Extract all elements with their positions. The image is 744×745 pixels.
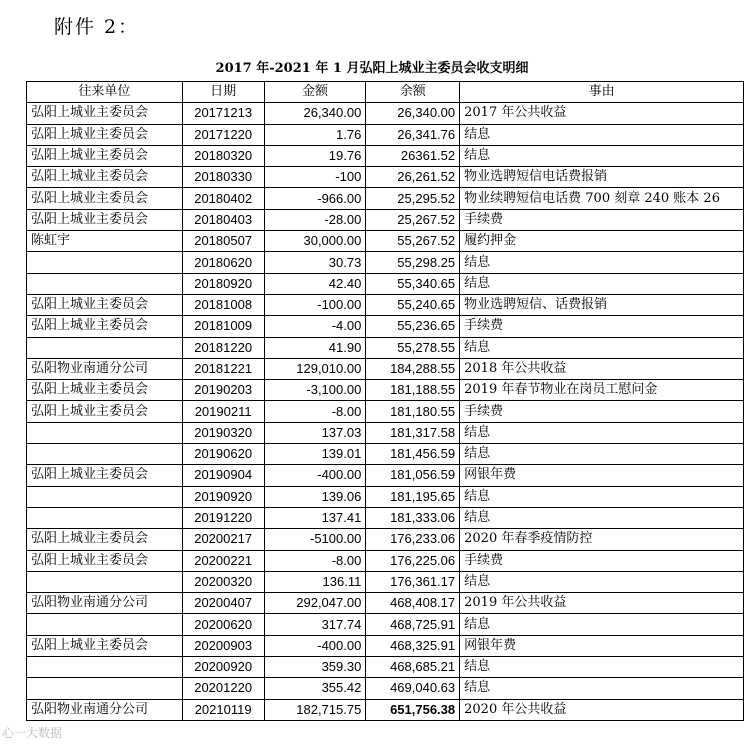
cell-note: 2020 年春季疫情防控 [460, 529, 744, 550]
cell-amount: 137.41 [264, 507, 366, 528]
cell-note: 结息 [460, 657, 744, 678]
table-row [27, 380, 744, 401]
ledger-table [26, 81, 744, 721]
cell-balance: 26,341.76 [366, 124, 460, 145]
cell-balance: 181,056.59 [366, 465, 460, 486]
table-row [27, 422, 744, 443]
cell-amount: 129,010.00 [264, 358, 366, 379]
cell-balance: 651,756.38 [366, 699, 460, 720]
cell-date: 20181009 [182, 316, 264, 337]
table-row [27, 209, 744, 230]
cell-balance: 55,340.65 [366, 273, 460, 294]
cell-date: 20180507 [182, 231, 264, 252]
table-row [27, 486, 744, 507]
cell-unit: 弘阳物业南通分公司 [27, 699, 183, 720]
cell-date: 20180620 [182, 252, 264, 273]
cell-unit [27, 614, 183, 635]
cell-amount: 139.06 [264, 486, 366, 507]
cell-balance: 176,233.06 [366, 529, 460, 550]
cell-date: 20180330 [182, 167, 264, 188]
cell-note: 2020 年公共收益 [460, 699, 744, 720]
cell-date: 20201220 [182, 678, 264, 699]
cell-date: 20190211 [182, 401, 264, 422]
cell-date: 20200407 [182, 593, 264, 614]
header-note: 事由 [460, 82, 744, 103]
cell-date: 20180402 [182, 188, 264, 209]
cell-amount: -4.00 [264, 316, 366, 337]
cell-unit: 弘阳上城业主委员会 [27, 316, 183, 337]
cell-amount: -8.00 [264, 401, 366, 422]
cell-note: 2017 年公共收益 [460, 103, 744, 124]
cell-date: 20200217 [182, 529, 264, 550]
cell-unit: 弘阳上城业主委员会 [27, 550, 183, 571]
cell-amount: -100.00 [264, 294, 366, 315]
cell-amount: 355.42 [264, 678, 366, 699]
cell-unit: 弘阳上城业主委员会 [27, 188, 183, 209]
cell-date: 20171220 [182, 124, 264, 145]
cell-date: 20200320 [182, 571, 264, 592]
cell-note: 手续费 [460, 316, 744, 337]
cell-date: 20210119 [182, 699, 264, 720]
cell-balance: 55,240.65 [366, 294, 460, 315]
cell-note: 结息 [460, 614, 744, 635]
cell-balance: 181,333.06 [366, 507, 460, 528]
table-row [27, 103, 744, 124]
header-row [27, 82, 744, 103]
cell-balance: 25,295.52 [366, 188, 460, 209]
cell-amount: 26,340.00 [264, 103, 366, 124]
cell-date: 20190620 [182, 444, 264, 465]
table-row [27, 337, 744, 358]
cell-amount: -100 [264, 167, 366, 188]
cell-date: 20181008 [182, 294, 264, 315]
cell-unit: 弘阳物业南通分公司 [27, 593, 183, 614]
cell-date: 20191220 [182, 507, 264, 528]
cell-date: 20180320 [182, 145, 264, 166]
cell-balance: 26,261.52 [366, 167, 460, 188]
cell-note: 物业选聘短信电话费报销 [460, 167, 744, 188]
table-row [27, 529, 744, 550]
cell-note: 网银年费 [460, 465, 744, 486]
cell-note: 履约押金 [460, 231, 744, 252]
table-row [27, 124, 744, 145]
cell-balance: 55,298.25 [366, 252, 460, 273]
cell-note: 结息 [460, 422, 744, 443]
cell-unit [27, 444, 183, 465]
cell-note: 2018 年公共收益 [460, 358, 744, 379]
cell-unit: 弘阳上城业主委员会 [27, 529, 183, 550]
cell-unit: 弘阳物业南通分公司 [27, 358, 183, 379]
cell-balance: 468,725.91 [366, 614, 460, 635]
table-row [27, 614, 744, 635]
table-row [27, 507, 744, 528]
cell-amount: 30.73 [264, 252, 366, 273]
cell-date: 20200221 [182, 550, 264, 571]
cell-unit [27, 422, 183, 443]
table-row [27, 444, 744, 465]
cell-note: 结息 [460, 145, 744, 166]
table-row [27, 699, 744, 720]
cell-balance: 181,317.58 [366, 422, 460, 443]
cell-amount: 136.11 [264, 571, 366, 592]
table-row [27, 635, 744, 656]
cell-note: 结息 [460, 252, 744, 273]
cell-balance: 55,236.65 [366, 316, 460, 337]
header-unit: 往来单位 [27, 82, 183, 103]
table-row [27, 358, 744, 379]
cell-date: 20200903 [182, 635, 264, 656]
cell-date: 20190203 [182, 380, 264, 401]
watermark: 心一大数据 [2, 726, 63, 740]
cell-note: 手续费 [460, 401, 744, 422]
table-row [27, 593, 744, 614]
cell-unit: 弘阳上城业主委员会 [27, 380, 183, 401]
cell-amount: 359.30 [264, 657, 366, 678]
table-row [27, 550, 744, 571]
cell-note: 2019 年春节物业在岗员工慰问金 [460, 380, 744, 401]
cell-balance: 26361.52 [366, 145, 460, 166]
cell-date: 20180403 [182, 209, 264, 230]
cell-date: 20171213 [182, 103, 264, 124]
cell-note: 结息 [460, 337, 744, 358]
cell-balance: 176,361.17 [366, 571, 460, 592]
cell-unit [27, 678, 183, 699]
cell-note: 结息 [460, 444, 744, 465]
cell-unit: 陈虹宇 [27, 231, 183, 252]
cell-balance: 176,225.06 [366, 550, 460, 571]
cell-note: 物业选聘短信、话费报销 [460, 294, 744, 315]
cell-date: 20200920 [182, 657, 264, 678]
table-row [27, 188, 744, 209]
cell-note: 网银年费 [460, 635, 744, 656]
table-row [27, 252, 744, 273]
cell-amount: -8.00 [264, 550, 366, 571]
cell-balance: 55,267.52 [366, 231, 460, 252]
table-row [27, 294, 744, 315]
cell-note: 2019 年公共收益 [460, 593, 744, 614]
cell-unit [27, 337, 183, 358]
cell-unit: 弘阳上城业主委员会 [27, 209, 183, 230]
cell-unit: 弘阳上城业主委员会 [27, 635, 183, 656]
cell-balance: 55,278.55 [366, 337, 460, 358]
cell-date: 20181221 [182, 358, 264, 379]
cell-balance: 181,180.55 [366, 401, 460, 422]
cell-amount: 41.90 [264, 337, 366, 358]
cell-amount: -966.00 [264, 188, 366, 209]
cell-balance: 181,456.59 [366, 444, 460, 465]
cell-unit [27, 507, 183, 528]
header-amount: 金额 [264, 82, 366, 103]
cell-amount: 292,047.00 [264, 593, 366, 614]
cell-note: 手续费 [460, 209, 744, 230]
cell-unit [27, 252, 183, 273]
cell-unit [27, 657, 183, 678]
table-row [27, 316, 744, 337]
cell-amount: 30,000.00 [264, 231, 366, 252]
cell-note: 手续费 [460, 550, 744, 571]
table-row [27, 167, 744, 188]
cell-amount: -5100.00 [264, 529, 366, 550]
cell-unit: 弘阳上城业主委员会 [27, 401, 183, 422]
document-title: 2017 年-2021 年 1 月弘阳上城业主委员会收支明细 [215, 61, 529, 76]
cell-amount: 139.01 [264, 444, 366, 465]
table-row [27, 657, 744, 678]
ledger-body [27, 103, 744, 721]
cell-date: 20180920 [182, 273, 264, 294]
cell-unit: 弘阳上城业主委员会 [27, 124, 183, 145]
table-row [27, 401, 744, 422]
cell-note: 结息 [460, 678, 744, 699]
cell-note: 结息 [460, 124, 744, 145]
cell-unit: 弘阳上城业主委员会 [27, 465, 183, 486]
cell-balance: 468,325.91 [366, 635, 460, 656]
cell-balance: 26,340.00 [366, 103, 460, 124]
table-row [27, 231, 744, 252]
attachment-label: 附件 2： [54, 16, 140, 38]
cell-note: 结息 [460, 273, 744, 294]
cell-unit: 弘阳上城业主委员会 [27, 294, 183, 315]
cell-amount: -28.00 [264, 209, 366, 230]
cell-balance: 469,040.63 [366, 678, 460, 699]
cell-balance: 468,408.17 [366, 593, 460, 614]
cell-amount: 42.40 [264, 273, 366, 294]
cell-amount: 137.03 [264, 422, 366, 443]
header-date: 日期 [182, 82, 264, 103]
cell-note: 物业续聘短信电话费 700 刻章 240 账本 26 [460, 188, 744, 209]
cell-amount: 19.76 [264, 145, 366, 166]
cell-amount: 317.74 [264, 614, 366, 635]
cell-date: 20190904 [182, 465, 264, 486]
cell-amount: -400.00 [264, 465, 366, 486]
cell-unit: 弘阳上城业主委员会 [27, 103, 183, 124]
cell-balance: 181,188.55 [366, 380, 460, 401]
table-row [27, 465, 744, 486]
cell-unit [27, 571, 183, 592]
cell-date: 20190320 [182, 422, 264, 443]
cell-amount: -400.00 [264, 635, 366, 656]
table-row [27, 678, 744, 699]
header-balance: 余额 [366, 82, 460, 103]
cell-balance: 181,195.65 [366, 486, 460, 507]
cell-note: 结息 [460, 507, 744, 528]
cell-unit: 弘阳上城业主委员会 [27, 145, 183, 166]
table-row [27, 571, 744, 592]
cell-balance: 468,685.21 [366, 657, 460, 678]
table-row [27, 273, 744, 294]
cell-balance: 184,288.55 [366, 358, 460, 379]
cell-note: 结息 [460, 571, 744, 592]
cell-note: 结息 [460, 486, 744, 507]
cell-unit [27, 273, 183, 294]
table-row [27, 145, 744, 166]
cell-date: 20181220 [182, 337, 264, 358]
cell-amount: 1.76 [264, 124, 366, 145]
cell-unit: 弘阳上城业主委员会 [27, 167, 183, 188]
cell-balance: 25,267.52 [366, 209, 460, 230]
cell-date: 20200620 [182, 614, 264, 635]
cell-amount: -3,100.00 [264, 380, 366, 401]
cell-amount: 182,715.75 [264, 699, 366, 720]
cell-unit [27, 486, 183, 507]
cell-date: 20190920 [182, 486, 264, 507]
